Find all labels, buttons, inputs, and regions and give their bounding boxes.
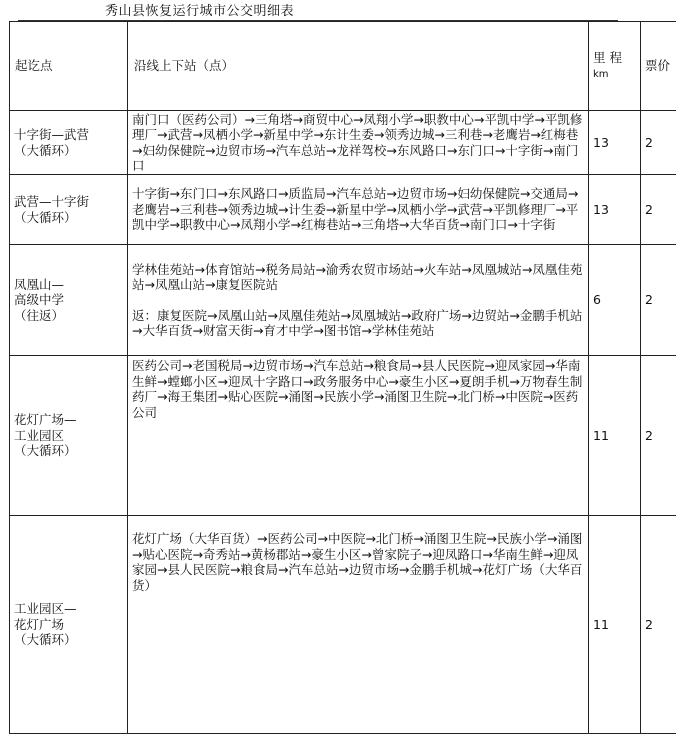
route-ends-line: 凤凰山— [14, 277, 123, 293]
route-ends-line: （往返） [14, 308, 123, 324]
table-row [10, 175, 676, 245]
table-header-row [10, 22, 676, 111]
route-ends [10, 356, 128, 516]
page-title: 秀山县恢复运行城市公交明细表 [105, 3, 294, 21]
route-stops-text: 花灯广场（大华百货）→医药公司→中医院→北门桥→涌图卫生院→民族小学→涌图→贴心医院→奇秀站→黄杨郡站→豪生小区→曾家院子→迎凤路口→华南生鲜→迎凤家园→县人民医院→粮食局→汽车总站→边贸市场→金鹏手机城→花灯广场（大华百货） [132, 531, 584, 593]
route-km: 13 [589, 175, 641, 245]
route-ends-line: （大循环） [14, 632, 123, 648]
route-stops-return: 返：康复医院→凤凰山站→凤凰佳苑站→凤凰城站→政府广场→边贸站→金鹏手机站→大华百货→财富天街→育才中学→图书馆→学林佳苑站 [132, 308, 584, 339]
header-km-unit: km [593, 67, 636, 83]
header-ends: 起讫点 [10, 22, 128, 111]
route-ends-line: 工业园区 [14, 428, 123, 444]
table-row [10, 516, 676, 734]
route-ends-line: 花灯广场— [14, 412, 123, 428]
table-row [10, 356, 676, 516]
route-fare: 2 [641, 111, 676, 175]
route-ends [10, 175, 128, 245]
route-ends [10, 245, 128, 356]
route-ends [10, 516, 128, 734]
header-km [589, 22, 641, 111]
route-stops-text: 南门口（医药公司）→三角塔→商贸中心→凤翔小学→职教中心→平凯中学→平凯修理厂→武营→凤栖小学→新星中学→东计生委→领秀边城→三利巷→老鹰岩→红梅巷→妇幼保健院→边贸市场→汽车总站→龙祥驾校→东风路口→东门口→十字街→南门口 [132, 112, 584, 174]
route-stops-text: 医药公司→老国税局→边贸市场→汽车总站→粮食局→县人民医院→迎凤家园→华南生鲜→螳螂小区→迎凤十字路口→政务服务中心→豪生小区→夏朗手机→万物春生制药厂→海王集团→贴心医院→涌图→民族小学→涌图卫生院→北门桥→中医院→医药公司 [132, 358, 584, 420]
route-km: 13 [589, 111, 641, 175]
route-km: 11 [589, 356, 641, 516]
route-km: 6 [589, 245, 641, 356]
route-fare: 2 [641, 516, 676, 734]
route-ends-line: （大循环） [14, 143, 123, 159]
route-ends-line: 高级中学 [14, 292, 123, 308]
route-stops [128, 175, 589, 245]
route-ends-line: 武营—十字街 [14, 194, 123, 210]
route-fare: 2 [641, 245, 676, 356]
route-ends-line: （大循环） [14, 210, 123, 226]
header-fare: 票价 [641, 22, 676, 111]
route-stops-text: 十字街→东门口→东风路口→质监局→汽车总站→边贸市场→妇幼保健院→交通局→老鹰岩→三利巷→领秀边城→计生委→新星中学→凤栖小学→武营→平凯修理厂→平凯中学→职教中心→凤翔小学→红梅巷站→三角塔→大华百货→南门口→十字街 [132, 186, 584, 233]
route-stops [128, 245, 589, 356]
route-km: 11 [589, 516, 641, 734]
route-fare: 2 [641, 356, 676, 516]
table-row [10, 111, 676, 175]
route-ends-line: 十字街—武营 [14, 127, 123, 143]
route-ends-line: 花灯广场 [14, 617, 123, 633]
route-stops-text: 学林佳苑站→体育馆站→税务局站→渝秀农贸市场站→火车站→凤凰城站→凤凰佳苑站→凤凰山站→康复医院站 [132, 262, 584, 293]
table-row [10, 245, 676, 356]
route-ends-line: （大循环） [14, 443, 123, 459]
route-ends-line: 工业园区— [14, 601, 123, 617]
route-fare: 2 [641, 175, 676, 245]
route-stops [128, 356, 589, 516]
route-stops [128, 516, 589, 734]
bus-route-table [9, 21, 676, 734]
route-ends [10, 111, 128, 175]
header-km-label: 里 程 [593, 50, 636, 66]
header-stops: 沿线上下站（点） [128, 22, 589, 111]
route-stops [128, 111, 589, 175]
